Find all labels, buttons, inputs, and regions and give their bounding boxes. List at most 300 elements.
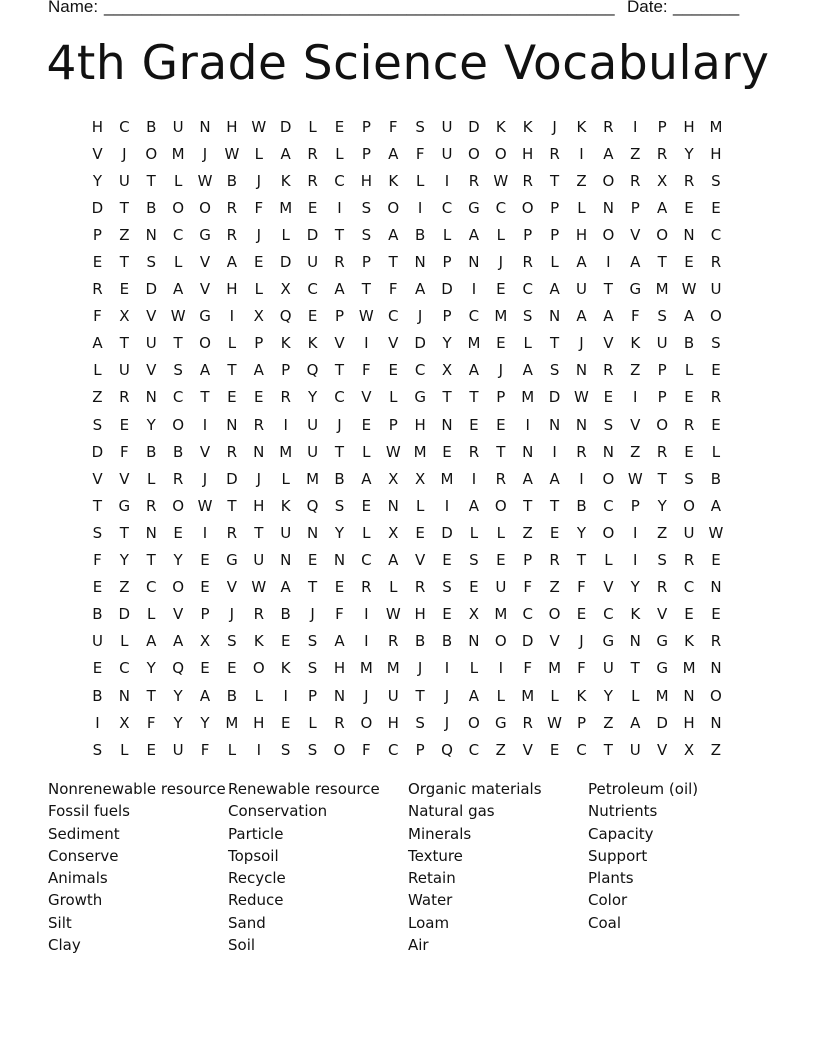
grid-letter[interactable]: B xyxy=(146,117,157,136)
grid-letter[interactable]: P xyxy=(361,144,371,163)
grid-letter[interactable]: U xyxy=(656,334,668,353)
grid-letter[interactable]: S xyxy=(307,740,318,759)
grid-letter[interactable]: D xyxy=(414,334,426,353)
grid-letter[interactable]: T xyxy=(146,686,156,705)
grid-letter[interactable]: X xyxy=(683,740,695,759)
grid-letter[interactable]: Z xyxy=(119,578,130,597)
grid-letter[interactable]: M xyxy=(682,659,696,678)
grid-letter[interactable]: K xyxy=(495,117,506,136)
grid-letter[interactable]: R xyxy=(307,144,318,163)
grid-letter[interactable]: V xyxy=(146,307,157,326)
grid-letter[interactable]: B xyxy=(441,632,453,651)
grid-letter[interactable]: W xyxy=(170,307,186,326)
grid-letter[interactable]: P xyxy=(281,361,291,380)
grid-letter[interactable]: Y xyxy=(307,388,318,407)
grid-letter[interactable]: K xyxy=(307,334,318,353)
grid-letter[interactable]: M xyxy=(359,659,373,678)
grid-letter[interactable]: M xyxy=(306,469,320,488)
grid-letter[interactable]: L xyxy=(173,253,183,272)
grid-letter[interactable]: G xyxy=(118,496,131,515)
grid-letter[interactable]: L xyxy=(227,334,237,353)
grid-letter[interactable]: J xyxy=(122,144,127,163)
grid-letter[interactable]: D xyxy=(145,280,157,299)
grid-letter[interactable]: N xyxy=(306,523,319,542)
grid-letter[interactable]: O xyxy=(252,659,265,678)
grid-letter[interactable]: S xyxy=(469,551,479,570)
grid-letter[interactable]: Y xyxy=(119,551,129,570)
grid-letter[interactable]: W xyxy=(708,523,724,542)
grid-letter[interactable]: B xyxy=(280,605,291,624)
grid-letter[interactable]: W xyxy=(251,578,267,597)
grid-letter[interactable]: R xyxy=(522,253,533,272)
grid-letter[interactable]: L xyxy=(469,523,479,542)
grid-letter[interactable]: E xyxy=(442,551,452,570)
grid-letter[interactable]: C xyxy=(603,496,614,515)
grid-letter[interactable]: V xyxy=(199,280,211,299)
grid-letter[interactable]: S xyxy=(361,225,372,244)
grid-letter[interactable]: J xyxy=(579,334,584,353)
grid-letter[interactable]: G xyxy=(414,388,426,407)
grid-letter[interactable]: R xyxy=(630,171,641,190)
grid-letter[interactable]: R xyxy=(92,280,103,299)
grid-letter[interactable]: J xyxy=(444,686,450,705)
grid-letter[interactable]: T xyxy=(657,253,667,272)
grid-letter[interactable]: A xyxy=(415,280,426,299)
grid-letter[interactable]: J xyxy=(256,225,261,244)
grid-letter[interactable]: A xyxy=(468,686,480,705)
grid-letter[interactable]: E xyxy=(388,361,398,380)
grid-letter[interactable]: P xyxy=(576,713,586,732)
grid-letter[interactable]: U xyxy=(280,523,292,542)
grid-letter[interactable]: N xyxy=(629,632,641,651)
grid-letter[interactable]: L xyxy=(254,144,263,163)
grid-letter[interactable]: K xyxy=(684,632,694,651)
grid-letter[interactable]: U xyxy=(307,442,319,461)
grid-letter[interactable]: D xyxy=(548,388,561,407)
grid-letter[interactable]: F xyxy=(146,713,156,732)
grid-letter[interactable]: U xyxy=(172,117,184,136)
grid-letter[interactable]: E xyxy=(146,740,156,759)
grid-letter[interactable]: V xyxy=(199,253,211,272)
grid-letter[interactable]: U xyxy=(495,578,507,597)
grid-letter[interactable]: K xyxy=(630,334,641,353)
grid-letter[interactable]: J xyxy=(579,632,584,651)
grid-letter[interactable]: R xyxy=(549,144,560,163)
grid-letter[interactable]: O xyxy=(710,686,722,705)
grid-letter[interactable]: Y xyxy=(603,686,613,705)
grid-letter[interactable]: O xyxy=(172,496,185,515)
grid-letter[interactable]: D xyxy=(279,117,292,136)
grid-letter[interactable]: O xyxy=(494,632,507,651)
grid-letter[interactable]: A xyxy=(549,469,560,488)
grid-letter[interactable]: R xyxy=(414,578,426,597)
grid-letter[interactable]: B xyxy=(710,469,722,488)
grid-letter[interactable]: C xyxy=(576,740,587,759)
grid-letter[interactable]: M xyxy=(548,659,562,678)
grid-letter[interactable]: Z xyxy=(549,578,560,597)
grid-letter[interactable]: I xyxy=(633,551,638,570)
grid-letter[interactable]: T xyxy=(119,334,129,353)
grid-letter[interactable]: M xyxy=(655,686,669,705)
grid-letter[interactable]: Y xyxy=(334,523,345,542)
grid-letter[interactable]: F xyxy=(388,280,398,299)
grid-letter[interactable]: F xyxy=(577,578,586,597)
grid-letter[interactable]: L xyxy=(550,253,559,272)
grid-letter[interactable]: R xyxy=(656,578,668,597)
grid-letter[interactable]: E xyxy=(173,523,183,542)
grid-letter[interactable]: U xyxy=(307,253,319,272)
grid-letter[interactable]: Y xyxy=(684,144,694,163)
grid-letter[interactable]: M xyxy=(494,307,508,326)
grid-letter[interactable]: B xyxy=(414,225,426,244)
grid-letter[interactable]: B xyxy=(334,469,345,488)
grid-letter[interactable]: D xyxy=(279,253,292,272)
grid-letter[interactable]: E xyxy=(549,523,560,542)
grid-letter[interactable]: E xyxy=(576,605,587,624)
grid-letter[interactable]: C xyxy=(172,388,184,407)
grid-letter[interactable]: O xyxy=(656,225,669,244)
grid-letter[interactable]: T xyxy=(630,659,640,678)
grid-letter[interactable]: L xyxy=(631,686,640,705)
grid-letter[interactable]: U xyxy=(118,361,130,380)
grid-letter[interactable]: S xyxy=(92,415,103,434)
grid-letter[interactable]: L xyxy=(93,361,102,380)
grid-letter[interactable]: A xyxy=(388,225,399,244)
grid-letter[interactable]: A xyxy=(361,469,372,488)
grid-letter[interactable]: Z xyxy=(603,713,614,732)
grid-letter[interactable]: B xyxy=(226,686,238,705)
grid-letter[interactable]: J xyxy=(310,605,315,624)
grid-letter[interactable]: A xyxy=(388,144,399,163)
grid-letter[interactable]: E xyxy=(496,415,506,434)
grid-letter[interactable]: L xyxy=(577,198,586,217)
grid-letter[interactable]: I xyxy=(633,388,638,407)
grid-letter[interactable]: I xyxy=(364,334,369,353)
grid-letter[interactable]: E xyxy=(549,740,560,759)
grid-letter[interactable]: A xyxy=(199,361,211,380)
grid-letter[interactable]: U xyxy=(145,334,157,353)
grid-letter[interactable]: L xyxy=(308,117,317,136)
grid-letter[interactable]: E xyxy=(307,307,318,326)
grid-letter[interactable]: O xyxy=(683,496,695,515)
grid-letter[interactable]: J xyxy=(498,361,504,380)
grid-letter[interactable]: U xyxy=(441,117,453,136)
grid-letter[interactable]: E xyxy=(334,578,345,597)
grid-letter[interactable]: R xyxy=(522,713,533,732)
grid-letter[interactable]: V xyxy=(522,740,533,759)
grid-letter[interactable]: O xyxy=(602,523,615,542)
grid-letter[interactable]: J xyxy=(417,659,423,678)
grid-letter[interactable]: M xyxy=(521,388,535,407)
grid-letter[interactable]: I xyxy=(229,307,235,326)
grid-letter[interactable]: V xyxy=(415,551,426,570)
grid-letter[interactable]: U xyxy=(172,740,184,759)
grid-letter[interactable]: O xyxy=(602,171,615,190)
grid-letter[interactable]: Q xyxy=(441,740,453,759)
grid-letter[interactable]: T xyxy=(173,334,183,353)
grid-letter[interactable]: W xyxy=(493,171,509,190)
grid-letter[interactable]: E xyxy=(469,415,479,434)
grid-letter[interactable]: C xyxy=(145,578,157,597)
grid-letter[interactable]: S xyxy=(307,659,318,678)
grid-letter[interactable]: G xyxy=(468,198,480,217)
grid-letter[interactable]: T xyxy=(388,253,398,272)
grid-letter[interactable]: U xyxy=(602,659,614,678)
grid-letter[interactable]: L xyxy=(147,469,156,488)
grid-letter[interactable]: L xyxy=(684,361,694,380)
grid-letter[interactable]: E xyxy=(200,659,210,678)
grid-letter[interactable]: E xyxy=(361,415,372,434)
grid-letter[interactable]: T xyxy=(361,280,371,299)
grid-letter[interactable]: L xyxy=(389,578,398,597)
grid-letter[interactable]: N xyxy=(199,117,211,136)
grid-letter[interactable]: N xyxy=(145,388,157,407)
grid-letter[interactable]: I xyxy=(579,144,584,163)
grid-letter[interactable]: L xyxy=(362,442,371,461)
grid-letter[interactable]: P xyxy=(388,415,398,434)
grid-letter[interactable]: C xyxy=(307,280,318,299)
grid-letter[interactable]: A xyxy=(710,496,722,515)
grid-letter[interactable]: A xyxy=(630,713,641,732)
grid-letter[interactable]: L xyxy=(281,469,290,488)
grid-letter[interactable]: O xyxy=(494,496,507,515)
grid-letter[interactable]: F xyxy=(415,144,425,163)
grid-letter[interactable]: A xyxy=(388,551,399,570)
grid-letter[interactable]: V xyxy=(657,605,668,624)
grid-letter[interactable]: I xyxy=(444,171,450,190)
grid-letter[interactable]: T xyxy=(550,496,560,515)
grid-letter[interactable]: R xyxy=(710,388,722,407)
grid-letter[interactable]: P xyxy=(442,253,452,272)
grid-letter[interactable]: L xyxy=(227,740,237,759)
grid-letter[interactable]: K xyxy=(388,171,399,190)
grid-letter[interactable]: N xyxy=(441,415,453,434)
grid-letter[interactable]: K xyxy=(522,117,533,136)
grid-letter[interactable]: G xyxy=(656,659,668,678)
grid-letter[interactable]: S xyxy=(522,307,533,326)
date-field[interactable]: _______ xyxy=(673,0,740,16)
grid-letter[interactable]: U xyxy=(683,523,695,542)
grid-letter[interactable]: R xyxy=(119,388,130,407)
grid-letter[interactable]: P xyxy=(254,334,264,353)
grid-letter[interactable]: T xyxy=(119,198,129,217)
grid-letter[interactable]: E xyxy=(92,578,103,597)
grid-letter[interactable]: S xyxy=(146,253,156,272)
grid-letter[interactable]: Y xyxy=(200,713,210,732)
grid-letter[interactable]: A xyxy=(280,578,291,597)
grid-letter[interactable]: I xyxy=(202,415,208,434)
grid-letter[interactable]: F xyxy=(630,307,640,326)
grid-letter[interactable]: Y xyxy=(173,551,183,570)
grid-letter[interactable]: M xyxy=(225,713,239,732)
grid-letter[interactable]: D xyxy=(91,198,104,217)
grid-letter[interactable]: V xyxy=(630,415,641,434)
grid-letter[interactable]: L xyxy=(442,225,452,244)
grid-letter[interactable]: A xyxy=(226,253,238,272)
grid-letter[interactable]: Q xyxy=(172,659,185,678)
grid-letter[interactable]: E xyxy=(603,388,614,407)
grid-letter[interactable]: N xyxy=(710,659,722,678)
grid-letter[interactable]: L xyxy=(335,144,344,163)
grid-letter[interactable]: X xyxy=(280,280,291,299)
grid-letter[interactable]: J xyxy=(552,117,557,136)
grid-letter[interactable]: R xyxy=(334,713,345,732)
grid-letter[interactable]: C xyxy=(334,388,345,407)
grid-letter[interactable]: E xyxy=(361,496,372,515)
grid-letter[interactable]: Z xyxy=(657,523,668,542)
grid-letter[interactable]: R xyxy=(710,253,722,272)
grid-letter[interactable]: S xyxy=(361,198,372,217)
grid-letter[interactable]: R xyxy=(307,171,318,190)
grid-letter[interactable]: S xyxy=(92,740,103,759)
grid-letter[interactable]: R xyxy=(549,551,560,570)
grid-letter[interactable]: N xyxy=(575,415,588,434)
grid-letter[interactable]: E xyxy=(307,198,318,217)
grid-letter[interactable]: E xyxy=(684,605,694,624)
grid-letter[interactable]: M xyxy=(279,442,293,461)
grid-letter[interactable]: S xyxy=(307,632,318,651)
grid-letter[interactable]: A xyxy=(657,198,668,217)
grid-letter[interactable]: R xyxy=(146,496,157,515)
grid-letter[interactable]: N xyxy=(145,225,157,244)
grid-letter[interactable]: L xyxy=(120,632,129,651)
grid-letter[interactable]: N xyxy=(683,686,695,705)
grid-letter[interactable]: H xyxy=(414,415,426,434)
grid-letter[interactable]: F xyxy=(93,551,102,570)
grid-letter[interactable]: H xyxy=(683,713,695,732)
grid-letter[interactable]: V xyxy=(603,334,614,353)
grid-letter[interactable]: N xyxy=(468,632,480,651)
grid-letter[interactable]: L xyxy=(147,605,156,624)
grid-letter[interactable]: Y xyxy=(173,713,183,732)
grid-letter[interactable]: P xyxy=(361,117,371,136)
grid-letter[interactable]: R xyxy=(334,253,345,272)
grid-letter[interactable]: R xyxy=(226,523,238,542)
grid-letter[interactable]: J xyxy=(417,307,423,326)
grid-letter[interactable]: C xyxy=(710,225,722,244)
grid-letter[interactable]: W xyxy=(358,307,374,326)
grid-letter[interactable]: O xyxy=(468,144,480,163)
grid-letter[interactable]: T xyxy=(469,388,479,407)
grid-letter[interactable]: Y xyxy=(576,523,587,542)
grid-letter[interactable]: B xyxy=(226,171,238,190)
grid-letter[interactable]: C xyxy=(495,198,507,217)
grid-letter[interactable]: R xyxy=(495,469,507,488)
grid-letter[interactable]: E xyxy=(92,659,103,678)
grid-letter[interactable]: E xyxy=(334,117,345,136)
grid-letter[interactable]: R xyxy=(683,415,695,434)
grid-letter[interactable]: N xyxy=(280,551,292,570)
grid-letter[interactable]: B xyxy=(92,605,103,624)
grid-letter[interactable]: T xyxy=(603,740,613,759)
grid-letter[interactable]: N xyxy=(602,198,614,217)
grid-letter[interactable]: R xyxy=(710,632,722,651)
grid-letter[interactable]: T xyxy=(334,361,345,380)
name-field[interactable]: ______________________________________________________ xyxy=(104,0,615,16)
grid-letter[interactable]: P xyxy=(415,740,425,759)
grid-letter[interactable]: T xyxy=(334,225,345,244)
grid-letter[interactable]: H xyxy=(253,496,265,515)
grid-letter[interactable]: L xyxy=(308,713,317,732)
grid-letter[interactable]: R xyxy=(226,442,238,461)
grid-letter[interactable]: C xyxy=(119,117,130,136)
grid-letter[interactable]: Y xyxy=(173,686,183,705)
grid-letter[interactable]: H xyxy=(226,280,238,299)
grid-letter[interactable]: S xyxy=(603,415,614,434)
grid-letter[interactable]: A xyxy=(603,307,614,326)
grid-letter[interactable]: O xyxy=(172,578,185,597)
grid-letter[interactable]: W xyxy=(197,171,213,190)
grid-letter[interactable]: A xyxy=(334,632,345,651)
grid-letter[interactable]: O xyxy=(602,469,615,488)
grid-letter[interactable]: A xyxy=(522,469,533,488)
grid-letter[interactable]: E xyxy=(254,253,264,272)
grid-letter[interactable]: A xyxy=(522,361,533,380)
grid-letter[interactable]: H xyxy=(91,117,104,136)
grid-letter[interactable]: U xyxy=(307,415,319,434)
grid-letter[interactable]: A xyxy=(603,144,614,163)
grid-letter[interactable]: F xyxy=(335,605,344,624)
grid-letter[interactable]: S xyxy=(711,171,721,190)
grid-letter[interactable]: K xyxy=(630,605,641,624)
grid-letter[interactable]: C xyxy=(388,307,399,326)
grid-letter[interactable]: R xyxy=(280,388,291,407)
grid-letter[interactable]: L xyxy=(415,496,425,515)
grid-letter[interactable]: W xyxy=(197,496,213,515)
grid-letter[interactable]: X xyxy=(119,307,130,326)
grid-letter[interactable]: V xyxy=(334,334,345,353)
grid-letter[interactable]: T xyxy=(523,496,533,515)
grid-letter[interactable]: P xyxy=(630,496,640,515)
grid-letter[interactable]: N xyxy=(710,578,722,597)
grid-letter[interactable]: E xyxy=(254,388,264,407)
grid-letter[interactable]: U xyxy=(441,144,453,163)
grid-letter[interactable]: O xyxy=(710,307,722,326)
grid-letter[interactable]: N xyxy=(414,253,426,272)
grid-letter[interactable]: F xyxy=(254,198,264,217)
grid-letter[interactable]: S xyxy=(549,361,560,380)
grid-letter[interactable]: I xyxy=(633,117,638,136)
grid-letter[interactable]: U xyxy=(387,686,399,705)
grid-letter[interactable]: T xyxy=(119,523,129,542)
grid-letter[interactable]: L xyxy=(120,740,129,759)
grid-letter[interactable]: X xyxy=(657,171,668,190)
grid-letter[interactable]: T xyxy=(415,686,425,705)
grid-letter[interactable]: O xyxy=(333,740,346,759)
grid-letter[interactable]: M xyxy=(709,117,723,136)
grid-letter[interactable]: A xyxy=(172,280,184,299)
grid-letter[interactable]: C xyxy=(468,307,480,326)
grid-letter[interactable]: I xyxy=(525,415,530,434)
grid-letter[interactable]: S xyxy=(684,469,694,488)
grid-letter[interactable]: I xyxy=(364,605,369,624)
grid-letter[interactable]: S xyxy=(711,334,721,353)
grid-letter[interactable]: W xyxy=(251,117,267,136)
grid-letter[interactable]: C xyxy=(522,605,533,624)
grid-letter[interactable]: S xyxy=(657,307,667,326)
grid-letter[interactable]: F xyxy=(577,659,586,678)
grid-letter[interactable]: E xyxy=(92,253,103,272)
grid-letter[interactable]: D xyxy=(656,713,668,732)
grid-letter[interactable]: W xyxy=(574,388,589,407)
grid-letter[interactable]: C xyxy=(414,361,426,380)
grid-letter[interactable]: G xyxy=(199,307,211,326)
grid-letter[interactable]: J xyxy=(202,144,208,163)
grid-letter[interactable]: P xyxy=(442,307,452,326)
grid-letter[interactable]: M xyxy=(521,686,535,705)
grid-letter[interactable]: R xyxy=(253,415,264,434)
grid-letter[interactable]: S xyxy=(415,117,425,136)
